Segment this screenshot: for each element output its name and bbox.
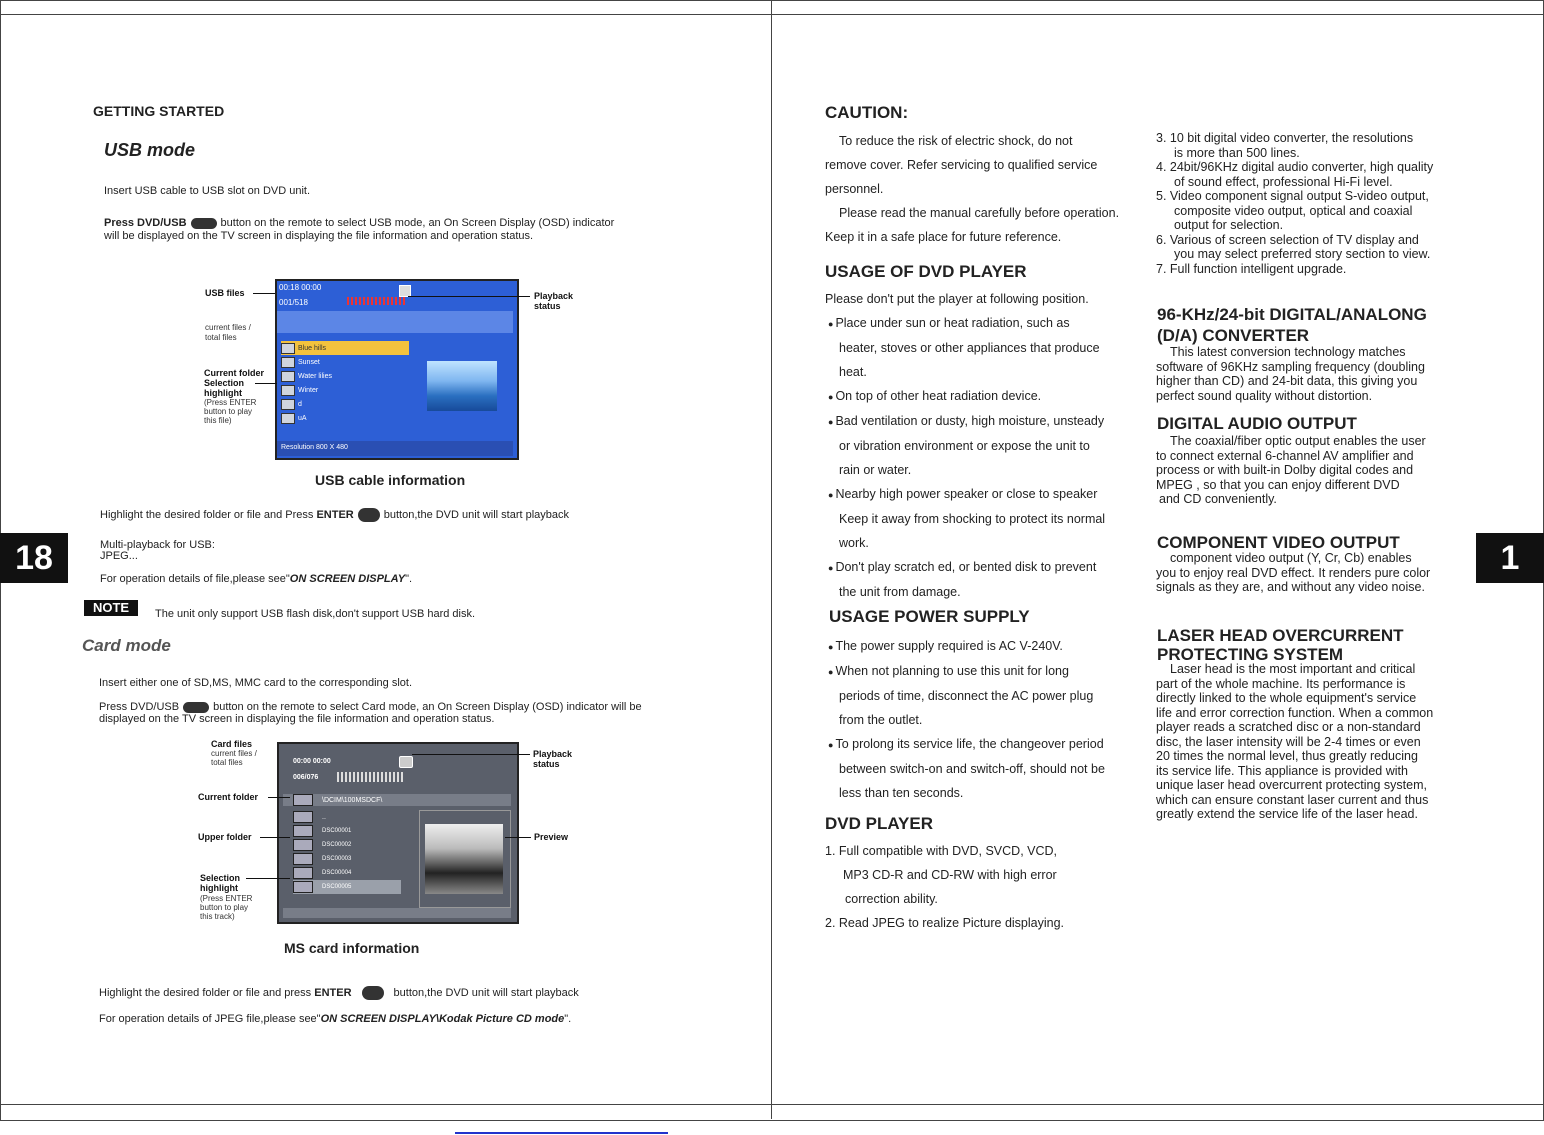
caution-line: personnel. — [825, 182, 884, 196]
usb-osd-screen — [275, 279, 519, 460]
file-icon — [281, 385, 295, 396]
enter-button-icon — [358, 508, 380, 522]
list-item[interactable]: uA — [281, 411, 409, 425]
usage-line: ● Bad ventilation or dusty, high moisture, unsteady — [825, 409, 1125, 434]
label-press-enter: (Press ENTER — [204, 398, 257, 407]
list-item[interactable]: d — [281, 397, 409, 411]
feature-line: is more than 500 lines. — [1174, 145, 1300, 160]
feature-line: 6. Various of screen selection of TV display and — [1156, 232, 1419, 247]
usb-osd-count: 001/518 — [279, 298, 308, 307]
power-body — [825, 634, 1125, 805]
card-p2-key: Press DVD/USB — [99, 701, 180, 713]
caution-line: Please read the manual carefully before operation. — [839, 206, 1120, 220]
usage-line: Keep it away from shocking to protect its normal — [839, 512, 1106, 526]
leader-preview — [505, 837, 531, 838]
card-mode-title: Card mode — [82, 636, 171, 655]
label-current-files: current files / — [205, 323, 251, 332]
laser-line: player reads a scratched disc or a non-standard — [1156, 720, 1421, 734]
audio-line: The coaxial/fiber optic output enables the user — [1170, 434, 1426, 448]
usb-caption: USB cable information — [315, 472, 466, 488]
usage-line: ● Place under sun or heat radiation, such as — [825, 311, 1125, 336]
label-status: status — [533, 759, 560, 769]
label-this-file: this file) — [204, 416, 232, 425]
label-button-to-play: button to play — [200, 903, 249, 912]
laser-title-line2: PROTECTING SYSTEM — [1157, 645, 1344, 664]
label-selection: Selection — [204, 378, 245, 388]
label-current-files: current files / — [211, 749, 257, 758]
page-number-right: 1 — [1476, 533, 1544, 583]
power-line: less than ten seconds. — [839, 786, 964, 800]
label-selection: Selection — [200, 873, 241, 883]
power-title: USAGE POWER SUPPLY — [829, 607, 1030, 626]
laser-line: which can ensure constant laser current and thus — [1156, 792, 1429, 807]
usage-line: ● Don't play scratch ed, or bented disk to prevent — [825, 555, 1125, 580]
usb-p2-key: Press DVD/USB — [104, 217, 187, 229]
label-status: status — [534, 301, 561, 311]
label-upper-folder: Upper folder — [198, 832, 252, 842]
caution-line: remove cover. Refer servicing to qualified service — [825, 158, 1098, 172]
dvd-usb-button-icon — [183, 702, 209, 713]
file-icon — [281, 413, 295, 424]
usb-mode-title: USB mode — [104, 140, 196, 160]
list-item[interactable]: DSC00004 — [293, 866, 401, 880]
laser-line: 20 times the normal level, thus greatly reducing — [1156, 749, 1418, 763]
label-highlight: highlight — [200, 883, 238, 893]
usb-p2-line1 — [104, 216, 614, 230]
leader-playback — [412, 754, 530, 755]
dvd-body — [825, 839, 1125, 935]
power-line: ● To prolong its service life, the changeover period — [825, 732, 1125, 757]
audio-line: MPEG , so that you can enjoy different DVD — [1156, 477, 1400, 492]
leader-upper-folder — [260, 837, 290, 838]
feature-line: 5. Video component signal output S-video output, — [1156, 189, 1429, 203]
card-p4 — [99, 1012, 571, 1026]
laser-line: life and error correction function. When a common — [1156, 705, 1434, 720]
list-item[interactable]: Water lilies — [281, 369, 409, 383]
list-item[interactable]: DSC00001 — [293, 824, 401, 838]
da-title-line1: 96-KHz/24-bit DIGITAL/ANALONG — [1157, 305, 1427, 324]
laser-title-line1: LASER HEAD OVERCURRENT — [1157, 626, 1404, 645]
label-current-folder: Current folder — [198, 792, 259, 802]
list-item[interactable]: DSC00003 — [293, 852, 401, 866]
power-line: from the outlet. — [839, 713, 923, 727]
dvd-line: correction ability. — [845, 892, 938, 906]
photo-icon — [293, 853, 313, 865]
enter-button-icon — [362, 986, 384, 1000]
usage-title: USAGE OF DVD PLAYER — [825, 262, 1027, 281]
usage-line: ● Nearby high power speaker or close to speaker — [825, 482, 1125, 507]
photo-icon — [293, 839, 313, 851]
card-osd-file-list — [293, 810, 401, 894]
da-line: perfect sound quality without distortion. — [1156, 388, 1373, 403]
leader-playback — [408, 296, 530, 297]
card-p3-rest: button,the DVD unit will start playback — [393, 987, 579, 999]
leader-selection — [255, 383, 277, 384]
laser-line: part of the whole machine. Its performance is — [1156, 676, 1406, 691]
da-body — [1156, 345, 1446, 403]
photo-icon — [293, 825, 313, 837]
laser-title — [1157, 626, 1404, 664]
da-title-line2: (D/A) CONVERTER — [1157, 326, 1310, 345]
dvd-line: 2. Read JPEG to realize Picture displaying. — [825, 916, 1065, 930]
file-icon — [281, 343, 295, 354]
label-total-files: total files — [205, 333, 237, 342]
list-item[interactable]: Blue hills — [281, 341, 409, 355]
center-divider — [771, 0, 772, 1119]
file-icon — [281, 399, 295, 410]
usage-line: heater, stoves or other appliances that produce — [839, 341, 1100, 355]
current-folder-path: \DCIM\100MSDCF\ — [322, 796, 383, 804]
component-title: COMPONENT VIDEO OUTPUT — [1157, 533, 1400, 552]
label-playback: Playback — [533, 749, 573, 759]
usage-body — [825, 287, 1125, 604]
top-rule — [0, 14, 1544, 15]
leader-selection — [246, 878, 290, 879]
usage-line: heat. — [839, 365, 867, 379]
page-number-left: 18 — [0, 533, 68, 583]
feature-line: 3. 10 bit digital video converter, the resolutions — [1156, 131, 1414, 145]
usb-osd-header-band — [277, 311, 513, 333]
caution-line: Keep it in a safe place for future reference. — [825, 230, 1062, 244]
label-press-enter: (Press ENTER — [200, 894, 253, 903]
card-osd-screen — [277, 742, 519, 924]
card-osd-footer — [283, 908, 511, 918]
volume-bar — [347, 297, 407, 305]
card-p4-end: ". — [564, 1013, 572, 1025]
power-line: between switch-on and switch-off, should not be — [839, 762, 1105, 776]
feature-line: 4. 24bit/96KHz digital audio converter, high quality — [1156, 160, 1434, 174]
feature-list — [1156, 131, 1446, 276]
dvd-title: DVD PLAYER — [825, 814, 934, 833]
card-p1: Insert either one of SD,MS, MMC card to the corresponding slot. — [99, 677, 413, 689]
usb-p3-rest: button,the DVD unit will start playback — [383, 509, 570, 521]
card-p2-line2: displayed on the TV screen in displaying the file information and operation status. — [99, 713, 495, 725]
power-line: periods of time, disconnect the AC power plug — [839, 689, 1094, 703]
usb-p6-end: ". — [405, 573, 413, 585]
label-highlight: highlight — [204, 388, 242, 398]
bottom-rule — [0, 1104, 1544, 1105]
footer-link-underline[interactable] — [455, 1132, 668, 1134]
usb-p2-line2: will be displayed on the TV screen in displaying the file information and operation status. — [104, 230, 534, 242]
card-osd-count: 006/076 — [293, 774, 319, 781]
caution-body — [825, 129, 1125, 249]
card-p3-text: Highlight the desired folder or file and press — [99, 987, 312, 999]
component-line: component video output (Y, Cr, Cb) enables — [1170, 551, 1412, 565]
laser-line: directly linked to the whole equipment's service — [1156, 691, 1417, 705]
card-p3 — [99, 986, 579, 1000]
photo-icon — [293, 867, 313, 879]
audio-line: process or with built-in Dolby digital codes and — [1156, 463, 1414, 477]
leader-current-folder — [268, 797, 290, 798]
laser-line: unique laser head overcurrent protecting system, — [1156, 778, 1427, 792]
usb-p6-ref: ON SCREEN DISPLAY — [289, 573, 406, 585]
usb-p6 — [100, 572, 412, 586]
dvd-usb-button-icon — [191, 218, 217, 229]
folder-icon — [293, 811, 313, 823]
card-osd-folder-row — [293, 794, 382, 806]
component-body — [1156, 551, 1446, 595]
power-line: ● When not planning to use this unit for long — [825, 659, 1125, 684]
usage-line: rain or water. — [839, 463, 912, 477]
dvd-line: 1. Full compatible with DVD, SVCD, VCD, — [825, 844, 1058, 858]
volume-bar — [337, 772, 405, 782]
preview-image — [427, 361, 497, 411]
list-item[interactable]: Sunset — [281, 355, 409, 369]
usb-p6-text: For operation details of file,please see" — [100, 573, 290, 585]
usage-line: work. — [839, 536, 869, 550]
usage-line: the unit from damage. — [839, 585, 961, 599]
card-p2-rest: button on the remote to select Card mode, an On Screen Display (OSD) indicator will be — [213, 701, 642, 713]
list-item[interactable]: DSC00005 — [293, 880, 401, 894]
usb-osd-file-list — [281, 341, 409, 425]
usb-p4: Multi-playback for USB: — [100, 539, 215, 551]
usb-p1: Insert USB cable to USB slot on DVD unit. — [104, 185, 311, 197]
leader-usb-files — [253, 293, 275, 294]
laser-line: greatly extend the service life of the laser head. — [1156, 807, 1418, 821]
usb-p2-rest: button on the remote to select USB mode, an On Screen Display (OSD) indicator — [220, 217, 615, 229]
note-text: The unit only support USB flash disk,don't support USB hard disk. — [155, 608, 476, 620]
label-this-track: this track) — [200, 912, 235, 921]
label-button-to-play: button to play — [204, 407, 253, 416]
da-line: software of 96KHz sampling frequency (doubling — [1156, 359, 1425, 374]
feature-line: 7. Full function intelligent upgrade. — [1156, 261, 1347, 276]
da-line: This latest conversion technology matches — [1170, 345, 1406, 359]
usage-line: ● On top of other heat radiation device. — [825, 384, 1125, 409]
list-item[interactable]: Winter — [281, 383, 409, 397]
label-total-files: total files — [211, 758, 243, 767]
usb-p3 — [100, 508, 569, 522]
power-line: ● The power supply required is AC V-240V. — [825, 634, 1125, 659]
audio-line: to connect external 6-channel AV amplifier and — [1156, 448, 1414, 463]
caution-line: To reduce the risk of electric shock, do not — [839, 134, 1073, 148]
feature-line: composite video output, optical and coaxial — [1174, 203, 1413, 218]
card-p4-text: For operation details of JPEG file,please see" — [99, 1013, 321, 1025]
dvd-line: MP3 CD-R and CD-RW with high error — [843, 868, 1057, 882]
photo-icon — [293, 881, 313, 893]
audio-title: DIGITAL AUDIO OUTPUT — [1157, 414, 1357, 433]
label-card-files: Card files — [211, 739, 253, 749]
label-preview: Preview — [534, 832, 569, 842]
usage-line: or vibration environment or expose the unit to — [839, 439, 1090, 453]
preview-image — [425, 824, 503, 894]
file-icon — [281, 357, 295, 368]
laser-line: Laser head is the most important and critical — [1170, 662, 1416, 676]
label-playback: Playback — [534, 291, 574, 301]
list-item[interactable]: DSC00002 — [293, 838, 401, 852]
card-osd-time: 00:00 00:00 — [293, 758, 331, 765]
component-line: signals as they are, and without any video noise. — [1156, 580, 1425, 594]
usage-intro: Please don't put the player at following position. — [825, 292, 1089, 306]
usb-p5: JPEG... — [100, 550, 138, 562]
laser-line: disc, the laser intensity will be 2-4 times or even — [1156, 734, 1421, 749]
usb-osd-time: 00:18 00:00 — [279, 283, 322, 292]
usb-p3-enter: ENTER — [316, 509, 354, 521]
file-icon — [281, 371, 295, 382]
usb-p3-text: Highlight the desired folder or file and Press — [100, 509, 314, 521]
folder-icon — [293, 794, 313, 806]
laser-body — [1156, 662, 1446, 822]
laser-line: its service life. This appliance is provided with — [1156, 763, 1408, 778]
label-current-folder: Current folder — [204, 368, 265, 378]
usb-osd-resolution: Resolution 800 X 480 — [281, 444, 348, 451]
card-p4-ref: ON SCREEN DISPLAY\Kodak Picture CD mode — [320, 1013, 565, 1025]
playback-status-icon — [399, 756, 413, 768]
audio-line: and CD conveniently. — [1159, 492, 1277, 506]
card-caption: MS card information — [284, 940, 420, 956]
card-p3-enter: ENTER — [314, 987, 352, 999]
da-line: higher than CD) and 24-bit data, this giving you — [1156, 374, 1418, 388]
feature-line: output for selection. — [1174, 218, 1284, 232]
list-item[interactable]: .. — [293, 810, 401, 824]
section-title: GETTING STARTED — [93, 103, 225, 119]
label-usb-files: USB files — [205, 288, 245, 298]
note-badge: NOTE — [84, 600, 138, 616]
feature-line: of sound effect, professional Hi-Fi level. — [1174, 174, 1393, 189]
caution-title: CAUTION: — [825, 103, 909, 122]
audio-body — [1156, 434, 1446, 507]
da-title — [1157, 304, 1427, 346]
feature-line: you may select preferred story section to view. — [1174, 247, 1431, 261]
component-line: you to enjoy real DVD effect. It renders pure color — [1156, 565, 1431, 580]
